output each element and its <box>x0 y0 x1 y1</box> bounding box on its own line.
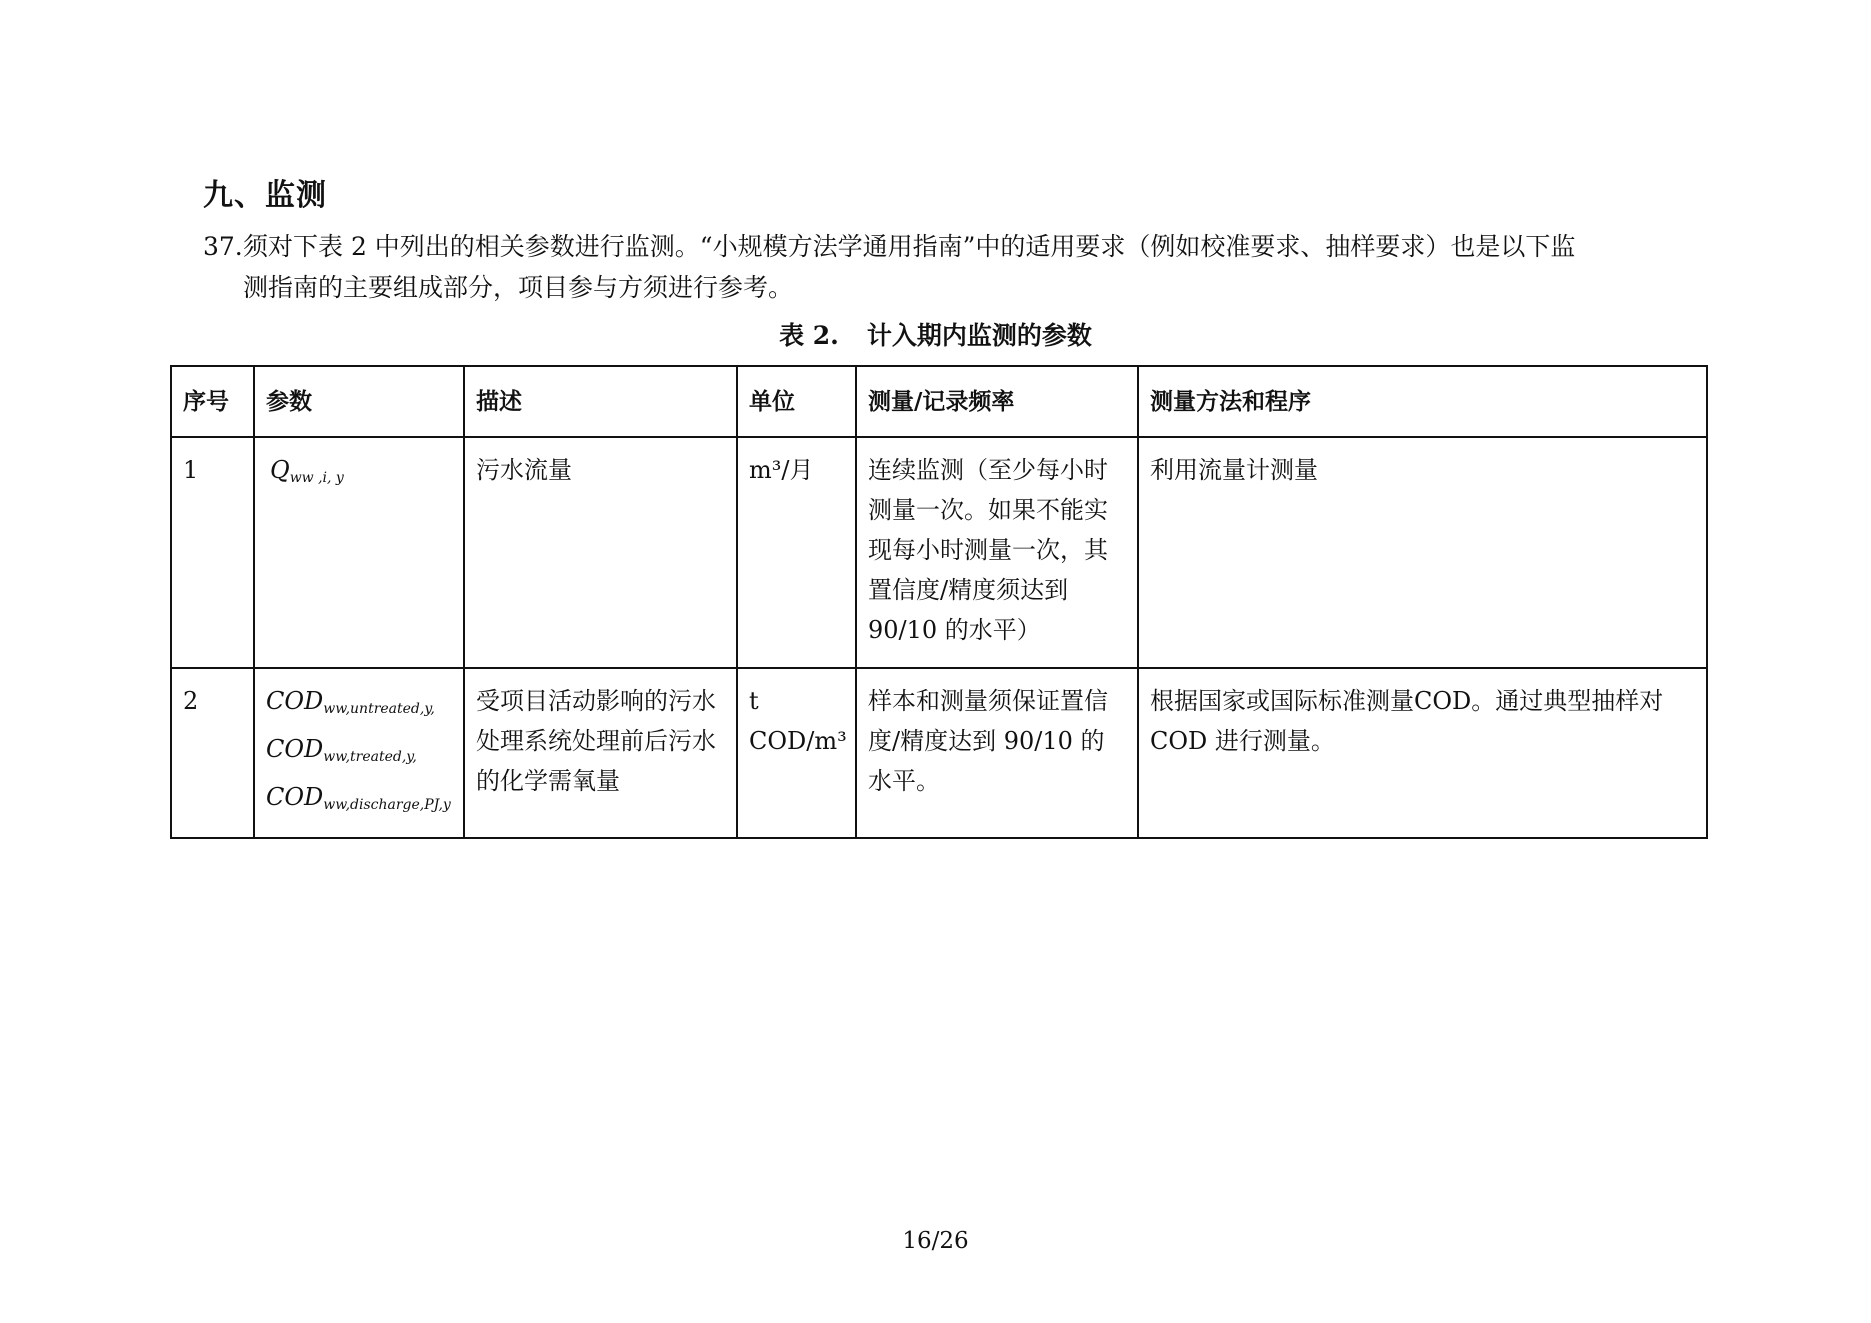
parameter-symbol <box>266 729 452 777</box>
cell-method: 根据国家或国际标准测量COD。通过典型抽样对 COD 进行测量。 <box>1138 668 1707 838</box>
monitoring-parameters-table <box>170 365 1708 839</box>
cell-parameter <box>254 668 464 838</box>
header-parameter: 参数 <box>254 366 464 437</box>
cell-unit: t COD/m³ <box>737 668 856 838</box>
page-number: 16/26 <box>902 1228 969 1254</box>
table-row <box>171 437 1707 668</box>
cell-description: 污水流量 <box>464 437 737 668</box>
symbol-base: COD <box>266 783 324 811</box>
paragraph-37 <box>203 226 1703 308</box>
parameter-symbol <box>270 450 452 498</box>
symbol-subscript: ww ,i, y <box>289 470 344 486</box>
table-caption <box>0 316 1871 352</box>
header-unit: 单位 <box>737 366 856 437</box>
symbol-subscript: ww,untreated,y, <box>323 701 435 717</box>
symbol-base: COD <box>266 687 324 715</box>
cell-method: 利用流量计测量 <box>1138 437 1707 668</box>
table-caption-label: 表 2. <box>779 321 839 350</box>
table-row <box>171 668 1707 838</box>
paragraph-line-1 <box>203 226 1703 267</box>
header-no: 序号 <box>171 366 254 437</box>
symbol-base: COD <box>266 735 324 763</box>
cell-description: 受项目活动影响的污水处理系统处理前后污水的化学需氧量 <box>464 668 737 838</box>
table-header-row <box>171 366 1707 437</box>
symbol-subscript: ww,treated,y, <box>323 749 417 765</box>
symbol-subscript: ww,discharge,PJ,y <box>323 797 451 813</box>
cell-parameter <box>254 437 464 668</box>
header-description: 描述 <box>464 366 737 437</box>
section-heading: 九、监测 <box>203 178 327 213</box>
header-method: 测量方法和程序 <box>1138 366 1707 437</box>
header-frequency: 测量/记录频率 <box>856 366 1138 437</box>
paragraph-number: 37. <box>203 232 243 261</box>
symbol-base: Q <box>270 456 290 484</box>
cell-frequency: 连续监测（至少每小时测量一次。如果不能实现每小时测量一次，其置信度/精度须达到 90/10 的水平） <box>856 437 1138 668</box>
parameter-symbol <box>266 681 452 729</box>
cell-unit: m³/月 <box>737 437 856 668</box>
cell-no: 1 <box>171 437 254 668</box>
paragraph-text-1: 须对下表 2 中列出的相关参数进行监测。“小规模方法学通用指南”中的适用要求（例如校准要求、抽样要求）也是以下监 <box>243 232 1576 261</box>
parameter-symbol <box>266 777 452 825</box>
paragraph-line-2: 测指南的主要组成部分，项目参与方须进行参考。 <box>243 273 794 302</box>
cell-no: 2 <box>171 668 254 838</box>
table-caption-title: 计入期内监测的参数 <box>866 321 1092 350</box>
cell-frequency: 样本和测量须保证置信度/精度达到 90/10 的水平。 <box>856 668 1138 838</box>
